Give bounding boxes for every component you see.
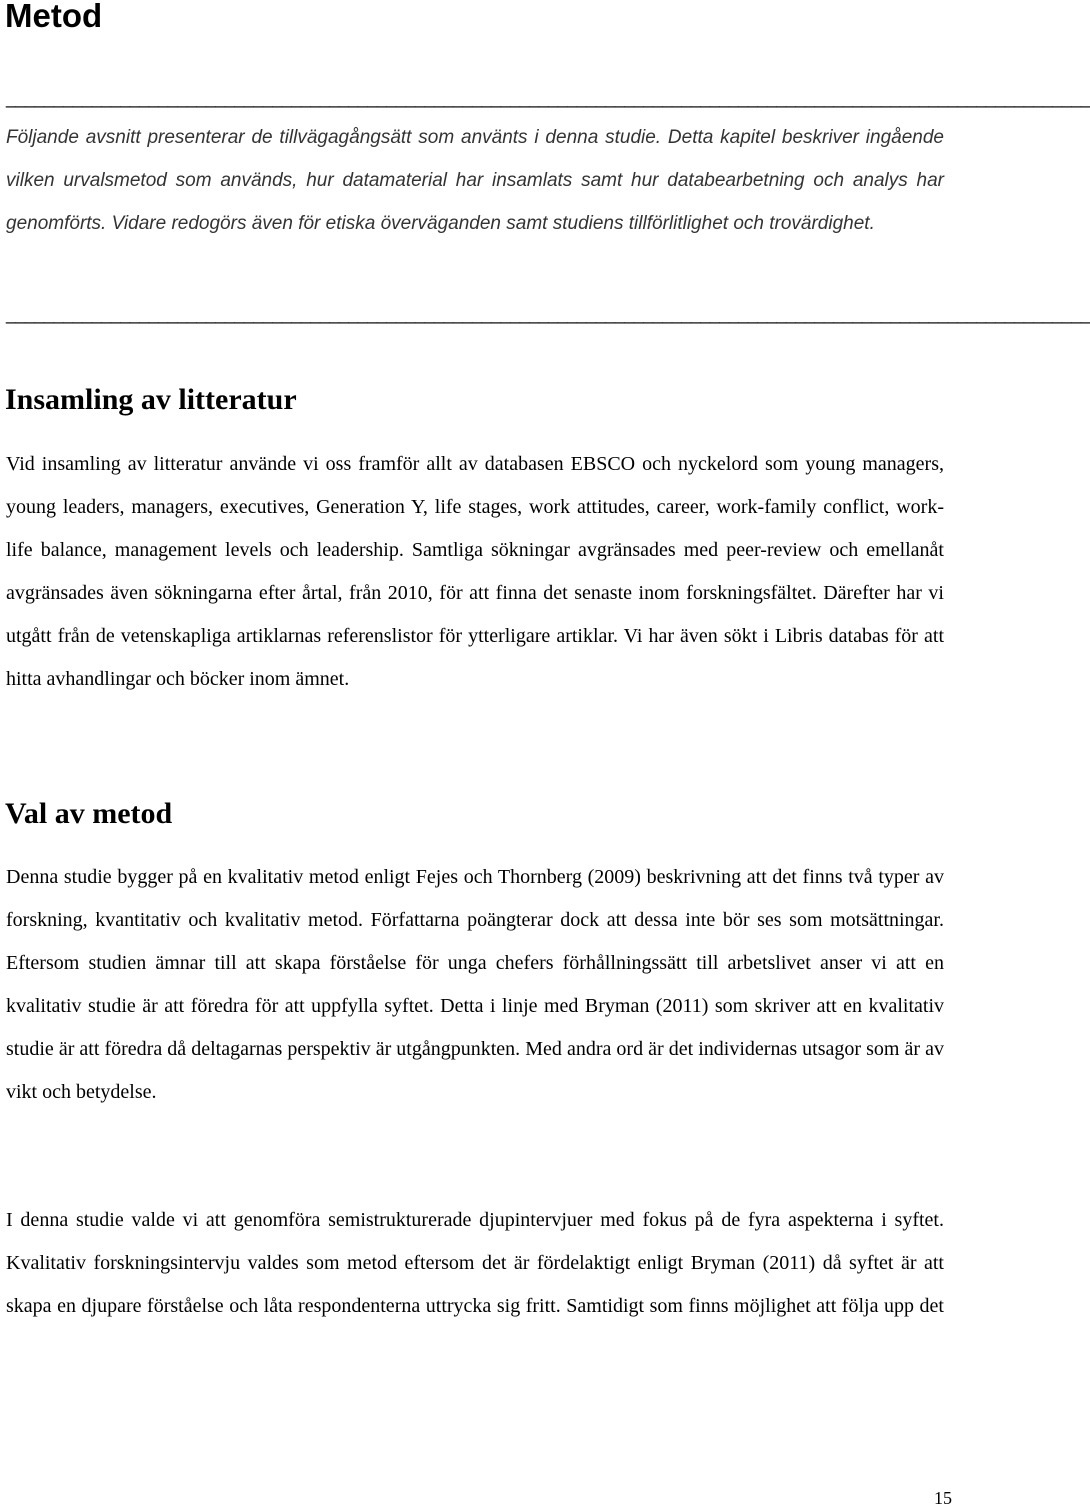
chapter-intro: Följande avsnitt presenterar de tillvägagångsätt som använts i denna studie. Detta kapitel beskriver ingående vilken urvalsmetod som används, hur datamaterial har insamlats samt hur databearbetning och analys har genomförts. Vidare redogörs även för etiska överväganden samt studiens tillförlitlighet och trovärdighet. (6, 127, 944, 234)
paragraph-insamling: Vid insamling av litteratur använde vi oss framför allt av databasen EBSCO och nyckelord som young managers, young leaders, managers, executives, Generation Y, life stages, work attitudes, career, work-family conflict, work-life balance, management levels och leadership. Samtliga sökningar avgränsades med peer-review och emellanåt avgränsades även sökningarna efter årtal, från 2010, för att finna det senaste inom forskningsfältet. Därefter har vi utgått från de vetenskapliga artiklarnas referenslistor för ytterligare artiklar. Vi har även sökt i Libris databas för att hitta avhandlingar och böcker inom ämnet. (6, 453, 944, 690)
section-heading-insamling: Insamling av litteratur (5, 383, 297, 416)
page-number: 15 (934, 1488, 952, 1508)
separator-top: __________________________________________________________________________________________________________________ (6, 88, 1090, 108)
page-title: Metod (5, 0, 103, 34)
separator-bottom: __________________________________________________________________________________________________________________ (6, 304, 1090, 324)
section-heading-val-av-metod: Val av metod (5, 797, 173, 830)
paragraph-val-av-metod-2: I denna studie valde vi att genomföra semistrukturerade djupintervjuer med fokus på de fyra aspekterna i syftet. Kvalitativ forskningsintervju valdes som metod eftersom det är fördelaktigt enligt Bryman (2011) då syftet är att skapa en djupare förståelse och låta respondenterna uttrycka sig fritt. Samtidigt som finns möjlighet att följa upp det (6, 1209, 944, 1317)
paragraph-val-av-metod-1: Denna studie bygger på en kvalitativ metod enligt Fejes och Thornberg (2009) beskrivning att det finns två typer av forskning, kvantitativ och kvalitativ metod. Författarna poängterar dock att dessa inte bör ses som motsättningar. Eftersom studien ämnar till att skapa förståelse för unga chefers förhållningssätt till arbetslivet anser vi att en kvalitativ studie är att föredra för att uppfylla syftet. Detta i linje med Bryman (2011) som skriver att en kvalitativ studie är att föredra då deltagarnas perspektiv är utgångpunkten. Med andra ord är det individernas utsagor som är av vikt och betydelse. (6, 866, 944, 1103)
